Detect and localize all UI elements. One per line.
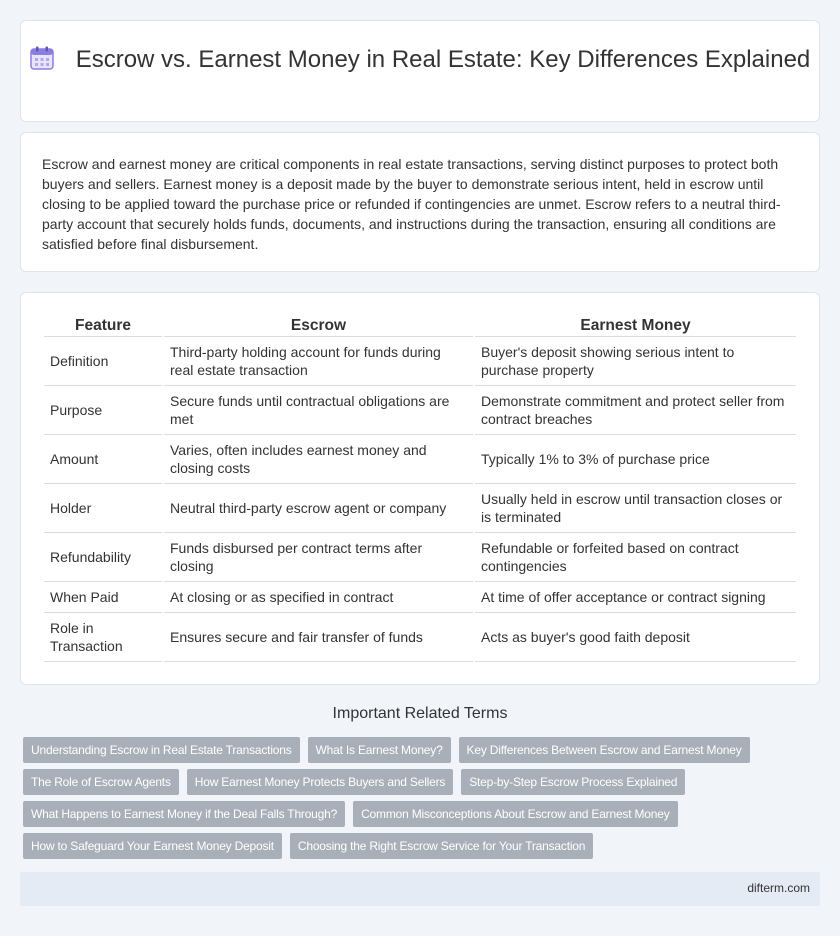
table-cell-escrow: At closing or as specified in contract (164, 582, 473, 613)
related-term-link[interactable]: Step-by-Step Escrow Process Explained (461, 769, 685, 795)
table-row (44, 582, 796, 613)
header-earnest-money: Earnest Money (475, 317, 796, 337)
related-terms-title: Important Related Terms (332, 705, 508, 722)
table-cell-escrow: Third-party holding account for funds during real estate transaction (164, 337, 473, 386)
table-row (44, 613, 796, 662)
table-row (44, 337, 796, 386)
comparison-table-card (20, 292, 820, 685)
table-cell-earnest: At time of offer acceptance or contract signing (475, 582, 796, 613)
table-header-row (44, 317, 796, 337)
table-row (44, 435, 796, 484)
table-cell-escrow: Varies, often includes earnest money and closing costs (164, 435, 473, 484)
table-cell-feature: Refundability (44, 533, 162, 582)
header-feature: Feature (44, 317, 162, 337)
table-cell-earnest: Demonstrate commitment and protect seller from contract breaches (475, 386, 796, 435)
related-term-link[interactable]: How Earnest Money Protects Buyers and Sellers (187, 769, 453, 795)
table-cell-feature: Definition (44, 337, 162, 386)
table-cell-earnest: Acts as buyer's good faith deposit (475, 613, 796, 662)
footer (20, 872, 820, 906)
related-term-link[interactable]: How to Safeguard Your Earnest Money Deposit (23, 833, 282, 859)
related-term-link[interactable]: The Role of Escrow Agents (23, 769, 179, 795)
table-cell-feature: When Paid (44, 582, 162, 613)
table-cell-feature: Holder (44, 484, 162, 533)
related-term-link[interactable]: What Happens to Earnest Money if the Deal Falls Through? (23, 801, 345, 827)
related-term-link[interactable]: Choosing the Right Escrow Service for Your Transaction (290, 833, 593, 859)
table-cell-feature: Amount (44, 435, 162, 484)
table-row (44, 533, 796, 582)
table-cell-feature: Role in Transaction (44, 613, 162, 662)
table-cell-escrow: Neutral third-party escrow agent or company (164, 484, 473, 533)
table-cell-earnest: Refundable or forfeited based on contract contingencies (475, 533, 796, 582)
related-term-link[interactable]: Key Differences Between Escrow and Earnest Money (459, 737, 750, 763)
table-cell-earnest: Typically 1% to 3% of purchase price (475, 435, 796, 484)
table-cell-earnest: Buyer's deposit showing serious intent to purchase property (475, 337, 796, 386)
page-title-wrap (21, 45, 819, 74)
header-card (20, 20, 820, 122)
related-term-link[interactable]: What Is Earnest Money? (308, 737, 451, 763)
related-term-link[interactable]: Understanding Escrow in Real Estate Transactions (23, 737, 300, 763)
calendar-icon (30, 46, 54, 70)
table-cell-escrow: Ensures secure and fair transfer of funds (164, 613, 473, 662)
table-cell-escrow: Funds disbursed per contract terms after closing (164, 533, 473, 582)
related-term-link[interactable]: Common Misconceptions About Escrow and Earnest Money (353, 801, 677, 827)
intro-card (20, 132, 820, 272)
table-row (44, 484, 796, 533)
comparison-table (42, 317, 798, 662)
footer-site-link[interactable]: difterm.com (747, 881, 810, 895)
related-terms-list (23, 737, 803, 865)
header-escrow: Escrow (164, 317, 473, 337)
page-title: Escrow vs. Earnest Money in Real Estate: Key Differences Explained (75, 46, 811, 73)
table-cell-earnest: Usually held in escrow until transaction closes or is terminated (475, 484, 796, 533)
intro-paragraph: Escrow and earnest money are critical components in real estate transactions, serving distinct purposes to protect both buyers and sellers. Earnest money is a deposit made by the buyer to demonstrate serious intent, held in escrow until closing to be applied toward the purchase price or refunded if contingencies are unmet. Escrow refers to a neutral third-party account that securely holds funds, documents, and instructions during the transaction, ensuring all conditions are satisfied before final disbursement. (42, 156, 781, 252)
table-cell-escrow: Secure funds until contractual obligations are met (164, 386, 473, 435)
table-row (44, 386, 796, 435)
table-cell-feature: Purpose (44, 386, 162, 435)
